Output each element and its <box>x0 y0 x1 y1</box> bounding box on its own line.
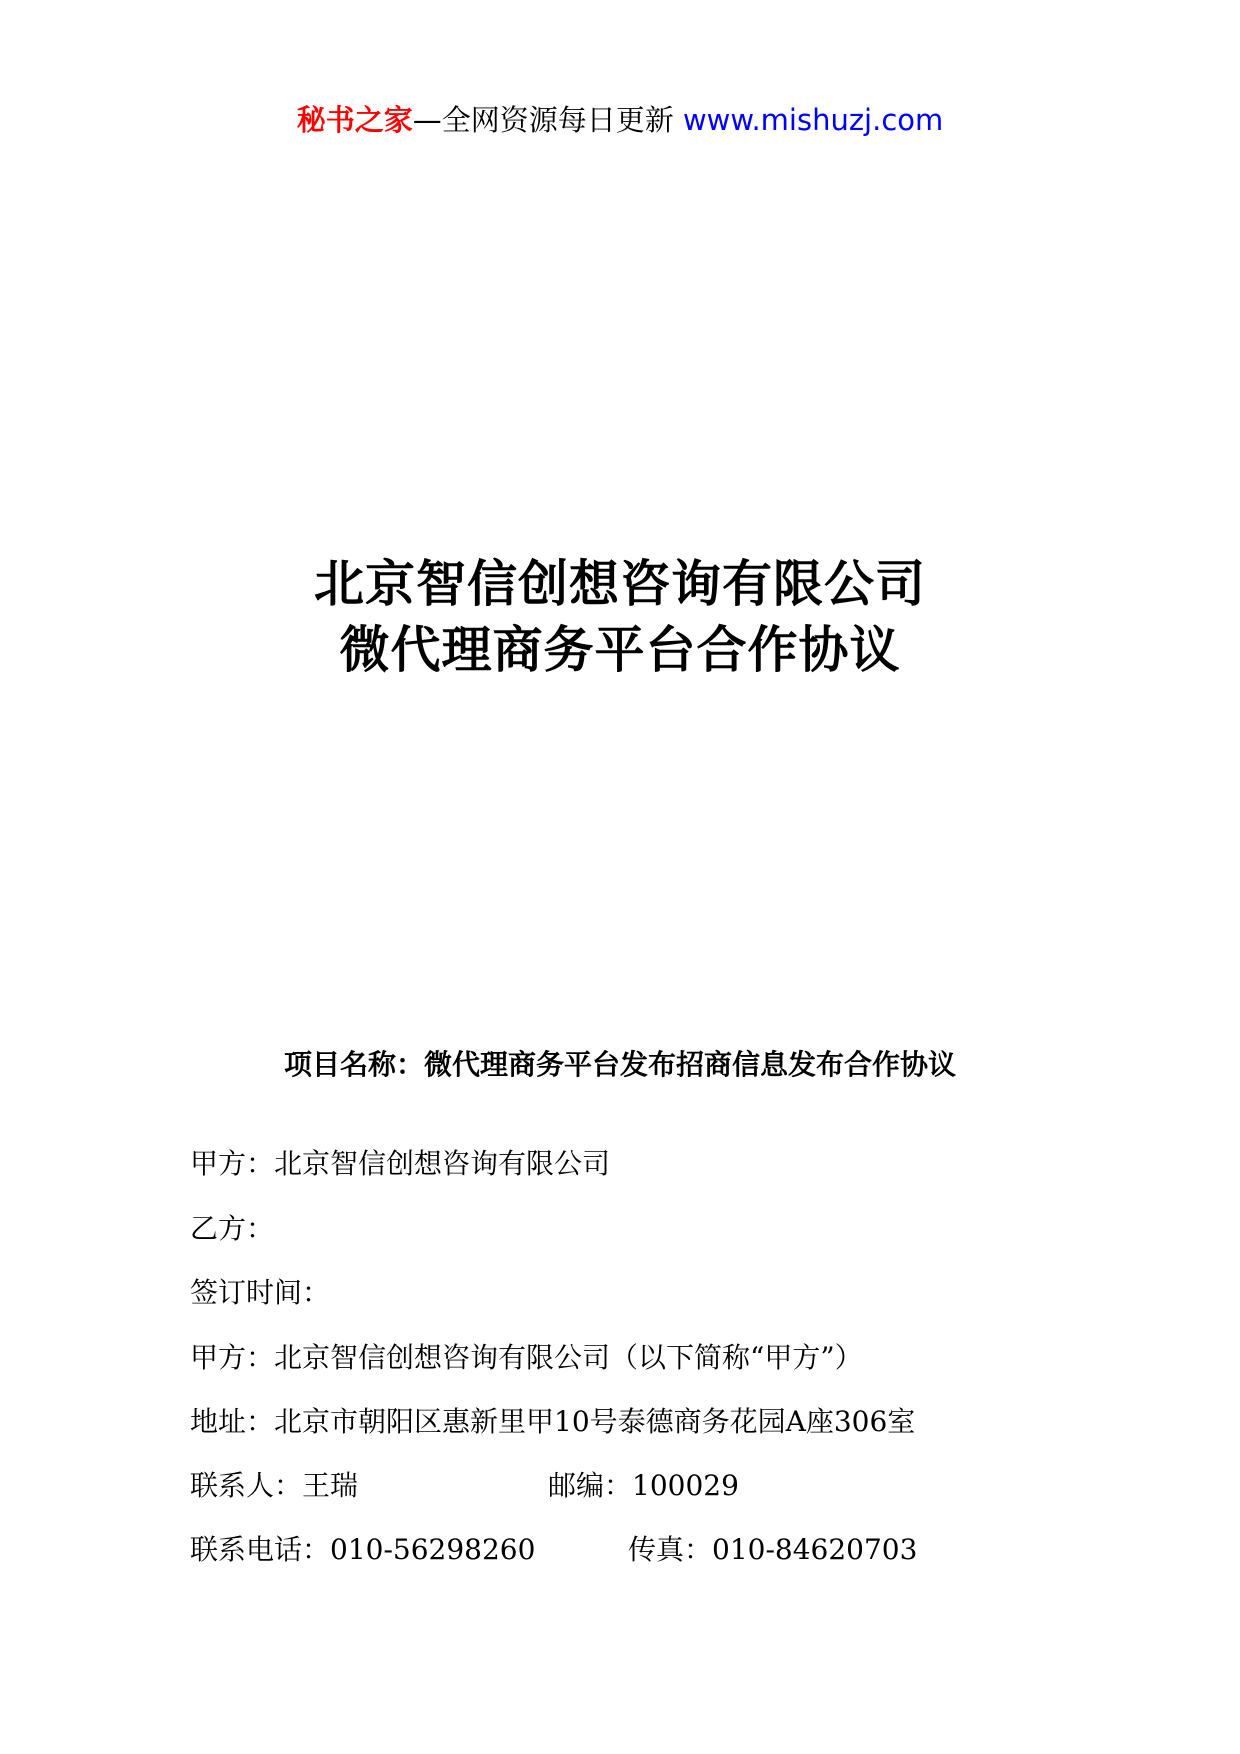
site-slogan: —全网资源每日更新 <box>412 103 674 137</box>
cover-party-a-value: 北京智信创想咨询有限公司 <box>274 1147 611 1180</box>
project-name-value: 微代理商务平台发布招商信息发布合作协议 <box>424 1048 957 1081</box>
project-name-label: 项目名称： <box>283 1048 424 1081</box>
contract-fax: 传真：010-84620703 <box>628 1533 918 1566</box>
project-name <box>0 1045 1240 1085</box>
site-header <box>0 100 1240 140</box>
document-title-agreement: 微代理商务平台合作协议 <box>339 620 901 679</box>
contract-address: 地址：北京市朝阳区惠新里甲10号泰德商务花园A座306室 <box>190 1405 916 1438</box>
cover-signing-time: 签订时间： <box>190 1276 331 1309</box>
contract-contact: 联系人：王瑞 <box>190 1469 359 1502</box>
contract-phone: 联系电话：010-56298260 <box>190 1533 536 1566</box>
site-brand: 秘书之家 <box>296 103 413 137</box>
document-title-company: 北京智信创想咨询有限公司 <box>314 554 926 613</box>
cover-party-a-label: 甲方： <box>190 1147 275 1180</box>
cover-party-a <box>190 1144 610 1184</box>
cover-party-b: 乙方： <box>190 1212 275 1245</box>
contract-postcode: 邮编：100029 <box>548 1469 739 1502</box>
contract-party-a: 甲方：北京智信创想咨询有限公司（以下简称“甲方”） <box>190 1341 863 1374</box>
site-url-link[interactable]: www.mishuzj.com <box>682 103 944 137</box>
